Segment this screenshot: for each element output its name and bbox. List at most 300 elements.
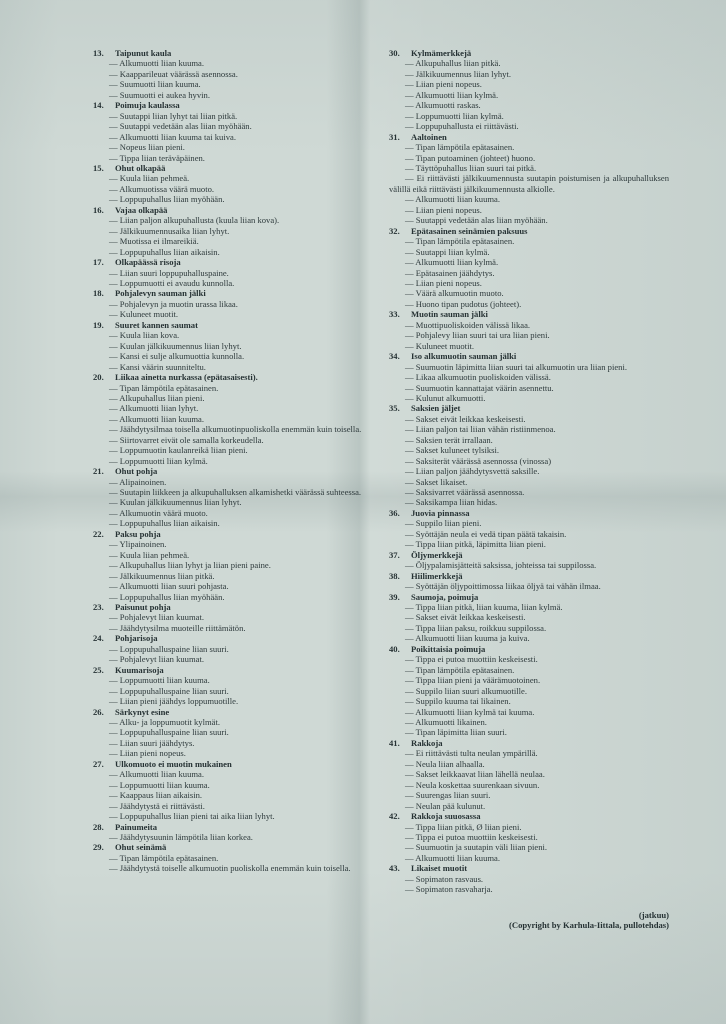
dash-mark: —	[405, 382, 414, 393]
cause-line	[389, 320, 669, 330]
cause-line	[93, 508, 375, 518]
cause-line	[389, 257, 669, 267]
cause-text: Saksiterät väärässä asennossa (vinossa)	[415, 455, 552, 466]
cause-line	[389, 780, 669, 790]
cause-line	[93, 790, 375, 800]
cause-text: Jälkikuumennus liian pitkä.	[119, 570, 215, 581]
dash-mark: —	[405, 497, 414, 508]
cause-text: Tipan lämpötila epätasainen.	[415, 664, 515, 675]
cause-text: Syöttäjän öljypoittimossa liikaa öljyä tai vähän ilmaa.	[415, 581, 601, 592]
section-number: 37.	[389, 549, 400, 560]
dash-mark: —	[405, 800, 414, 811]
cause-text: Sopimaton rasvaharja.	[415, 884, 493, 895]
cause-text: Suutapin liikkeen ja alkupuhalluksen alkamishetki väärässä suhteessa.	[119, 487, 362, 498]
dash-mark: —	[405, 58, 414, 69]
cause-text: Suppilo liian suuri alkumuotille.	[415, 685, 527, 696]
dash-mark: —	[109, 215, 118, 226]
cause-line	[93, 184, 375, 194]
cause-text: Muotissa ei ilmareikiä.	[119, 236, 199, 247]
section-title	[93, 633, 375, 643]
dash-mark: —	[109, 769, 118, 780]
section-title	[93, 759, 375, 769]
dash-mark: —	[405, 727, 414, 738]
cause-text: Pohjalevy liian suuri tai ura liian pieni.	[415, 330, 550, 341]
dash-mark: —	[405, 246, 414, 257]
dash-mark: —	[405, 162, 414, 173]
cause-text: Loppumuotin kaulanreikä liian pieni.	[119, 445, 248, 456]
defect-section	[93, 100, 375, 163]
section-title	[93, 822, 375, 832]
cause-line	[93, 801, 375, 811]
cause-text: Loppupuhallus liian myöhään.	[119, 194, 225, 205]
cause-line	[93, 153, 375, 163]
cause-text: Suppilo kuuma tai likainen.	[415, 696, 511, 707]
dash-mark: —	[405, 539, 414, 550]
cause-line	[93, 539, 375, 549]
cause-line	[389, 341, 669, 351]
section-number: 40.	[389, 643, 400, 654]
cause-line	[389, 518, 669, 528]
dash-mark: —	[405, 758, 414, 769]
dash-mark: —	[109, 455, 118, 466]
section-number: 30.	[389, 48, 400, 58]
section-number: 16.	[93, 204, 104, 215]
cause-text: Liian suuri loppupuhalluspaine.	[119, 267, 229, 278]
cause-text: Suutappi liian lyhyt tai liian pitkä.	[119, 110, 238, 121]
dash-mark: —	[109, 591, 118, 602]
cause-line	[93, 581, 375, 591]
cause-text: Loppupuhalluspaine liian suuri.	[119, 727, 229, 738]
dash-mark: —	[405, 89, 414, 100]
section-number: 20.	[93, 372, 104, 383]
cause-text: Ylipainoinen.	[119, 539, 167, 550]
cause-line	[93, 654, 375, 664]
defect-section	[389, 644, 669, 738]
cause-text: Neula liian alhaalla.	[415, 758, 485, 769]
cause-text: Liian paljon jäähdytysvettä saksille.	[415, 466, 540, 477]
dash-mark: —	[109, 424, 118, 435]
cause-line	[389, 717, 669, 727]
dash-mark: —	[405, 884, 414, 895]
section-number: 27.	[93, 758, 104, 769]
cause-line	[93, 435, 375, 445]
section-title	[389, 309, 669, 319]
dash-mark: —	[109, 654, 118, 665]
cause-line	[389, 90, 669, 100]
defect-section	[389, 132, 669, 226]
section-heading: Paksu pohja	[115, 528, 161, 539]
cause-line	[93, 592, 375, 602]
defect-section	[93, 633, 375, 664]
cause-line	[389, 445, 669, 455]
cause-line	[389, 278, 669, 288]
cause-text: Kansi väärin suunniteltu.	[119, 361, 206, 372]
dash-mark: —	[405, 79, 414, 90]
dash-mark: —	[109, 717, 118, 727]
cause-line	[389, 268, 669, 278]
cause-text: Loppumuotti liian kylmä.	[119, 455, 208, 466]
section-heading: Pohjalevyn sauman jälki	[115, 288, 206, 299]
cause-text: Siirtovarret eivät ole samalla korkeudella.	[119, 434, 264, 445]
cause-line	[93, 487, 375, 497]
section-number: 24.	[93, 633, 104, 644]
section-heading: Paisunut pohja	[115, 602, 171, 613]
defect-section	[93, 466, 375, 529]
dash-mark: —	[405, 612, 414, 623]
cause-line	[93, 477, 375, 487]
section-heading: Olkapäässä risoja	[115, 257, 181, 268]
section-heading: Kylmämerkkejä	[411, 48, 472, 58]
dash-mark: —	[405, 392, 414, 403]
cause-line	[93, 644, 375, 654]
cause-line	[93, 351, 375, 361]
section-number: 31.	[389, 131, 400, 142]
dash-mark: —	[109, 225, 118, 236]
section-heading: Liikaa ainetta nurkassa (epätasaisesti).	[115, 372, 258, 383]
section-number: 21.	[93, 466, 104, 477]
section-title	[93, 842, 375, 852]
cause-text: Tipan lämpötila epätasainen.	[119, 852, 219, 863]
dash-mark: —	[109, 277, 118, 288]
cause-line	[389, 612, 669, 622]
dash-mark: —	[405, 319, 414, 330]
cause-text: Liian pieni jäähdys loppumuotille.	[119, 696, 239, 707]
cause-line	[93, 173, 375, 183]
cause-line	[93, 362, 375, 372]
cause-line	[93, 142, 375, 152]
dash-mark: —	[109, 727, 118, 738]
cause-text: Neula koskettaa suurenkaan sivuun.	[415, 779, 540, 790]
cause-line	[93, 215, 375, 225]
defect-section	[389, 571, 669, 592]
cause-line	[93, 90, 375, 100]
dash-mark: —	[109, 413, 118, 424]
section-title	[389, 592, 669, 602]
cause-text: Tippa liian pitkä, läpimitta liian pieni.	[415, 539, 546, 550]
dash-mark: —	[109, 800, 118, 811]
dash-mark: —	[405, 790, 414, 801]
cause-text: Liian pieni nopeus.	[415, 79, 482, 90]
cause-line	[93, 194, 375, 204]
cause-line	[93, 518, 375, 528]
cause-line	[389, 884, 669, 894]
cause-text: Loppupuhalluspaine liian suuri.	[119, 643, 229, 654]
cause-text: Alkumuotti liian lyhyt.	[119, 403, 199, 414]
section-number: 43.	[389, 863, 400, 874]
dash-mark: —	[109, 298, 118, 309]
dash-mark: —	[109, 737, 118, 748]
cause-text: Jäähdytysilma muoteille riittämätön.	[119, 622, 246, 633]
cause-text: Kaapparileuat väärässä asennossa.	[119, 68, 238, 79]
section-title	[389, 863, 669, 873]
dash-mark: —	[405, 434, 414, 445]
cause-text: Alkumuotti likainen.	[415, 717, 487, 727]
section-heading: Iso alkumuotin sauman jälki	[411, 351, 517, 362]
cause-line	[93, 383, 375, 393]
cause-text: Jälkikuumennus liian lyhyt.	[415, 68, 511, 79]
dash-mark: —	[109, 831, 118, 842]
defect-section	[389, 863, 669, 894]
cause-text: Loppumuotti liian kuuma.	[119, 675, 210, 686]
cause-line	[93, 612, 375, 622]
cause-text: Alkumuotti liian suuri pohjasta.	[119, 581, 229, 592]
cause-line	[389, 153, 669, 163]
cause-text: Tippa ei putoa muottiin keskeisesti.	[415, 654, 538, 665]
dash-mark: —	[109, 351, 118, 362]
cause-text: Loppupuhallus liian aikaisin.	[119, 518, 220, 529]
cause-line	[93, 623, 375, 633]
section-heading: Ohut seinämä	[115, 842, 167, 853]
cause-text: Suumuotti ei aukea hyvin.	[119, 89, 210, 100]
dash-mark: —	[109, 330, 118, 341]
defect-section	[93, 822, 375, 843]
cause-text: Suumuotin ja suutapin väli liian pieni.	[415, 842, 548, 853]
defect-section	[93, 665, 375, 707]
cause-text: Alkumuotti raskas.	[415, 100, 481, 111]
cause-text: Alkumuotin väärä muoto.	[119, 507, 208, 518]
dash-mark: —	[109, 863, 118, 874]
cause-line	[389, 58, 669, 68]
cause-text: Likaa alkumuotin puoliskoiden välissä.	[415, 372, 551, 383]
cause-text: Liian pieni nopeus.	[119, 748, 186, 759]
cause-line	[93, 121, 375, 131]
defect-section	[389, 592, 669, 644]
cause-text: Suumuotin läpimitta liian suuri tai alkumuotin ura liian pieni.	[415, 361, 627, 372]
cause-line	[389, 69, 669, 79]
continued-note: (jatkuu)	[638, 910, 669, 920]
dash-mark: —	[405, 173, 414, 184]
dash-mark: —	[109, 581, 118, 592]
cause-text: Alipainoinen.	[119, 476, 167, 487]
cause-line	[389, 372, 669, 382]
cause-line	[389, 748, 669, 758]
dash-mark: —	[405, 769, 414, 780]
section-heading: Hiilimerkkejä	[411, 570, 463, 581]
cause-line	[389, 822, 669, 832]
section-heading: Ohut pohja	[115, 466, 158, 477]
dash-mark: —	[405, 330, 414, 341]
dash-mark: —	[405, 152, 414, 163]
section-title	[389, 811, 669, 821]
cause-text: Suumuotti liian kuuma.	[119, 79, 201, 90]
cause-text: Muottipuoliskoiden välissä likaa.	[415, 319, 531, 330]
cause-text: Saksivarret väärässä asennossa.	[415, 487, 525, 498]
cause-text: Huono tipan pudotus (johteet).	[415, 298, 522, 309]
cause-text: Alkumuotissa väärä muoto.	[119, 183, 215, 194]
defect-section	[389, 351, 669, 403]
cause-text: Alkupuhallus liian lyhyt ja liian pieni paine.	[119, 560, 271, 571]
section-heading: Rakkoja	[411, 737, 443, 748]
cause-line	[389, 383, 669, 393]
cause-text: Loppupuhallusta ei riittävästi.	[415, 121, 519, 132]
section-heading: Aaltoinen	[411, 131, 447, 142]
cause-line	[93, 853, 375, 863]
dash-mark: —	[109, 748, 118, 759]
cause-line	[389, 194, 669, 204]
section-number: 15.	[93, 162, 104, 173]
cause-text: Suppilo liian pieni.	[415, 518, 482, 529]
cause-line	[93, 445, 375, 455]
section-heading: Öljymerkkejä	[411, 549, 463, 560]
cause-text: Sakset eivät leikkaa keskeisesti.	[415, 612, 526, 623]
cause-line	[389, 362, 669, 372]
cause-text: Neulan pää kulunut.	[415, 800, 486, 811]
cause-text: Tippa liian paksu, roikkuu suppilossa.	[415, 622, 547, 633]
dash-mark: —	[405, 518, 414, 529]
section-title	[93, 48, 375, 58]
cause-line	[389, 769, 669, 779]
cause-text: Ei riittävästi tulta neulan ympärillä.	[415, 748, 538, 759]
defect-section	[93, 602, 375, 633]
dash-mark: —	[109, 685, 118, 696]
cause-line	[389, 759, 669, 769]
section-title	[389, 351, 669, 361]
dash-mark: —	[405, 455, 414, 466]
section-heading: Vajaa olkapää	[115, 204, 168, 215]
cause-text: Suumuotin kannattajat väärin asennettu.	[415, 382, 554, 393]
cause-text: Sakset leikkaavat liian lähellä neulaa.	[415, 769, 545, 780]
dash-mark: —	[109, 570, 118, 581]
dash-mark: —	[109, 560, 118, 571]
defect-section	[93, 48, 375, 100]
section-heading: Suuret kannen saumat	[115, 319, 198, 330]
cause-line	[93, 769, 375, 779]
dash-mark: —	[405, 121, 414, 132]
cause-line	[389, 529, 669, 539]
defect-section	[93, 288, 375, 319]
dash-mark: —	[405, 100, 414, 111]
cause-line	[389, 654, 669, 664]
cause-text: Liian pieni nopeus.	[415, 204, 482, 215]
dash-mark: —	[109, 382, 118, 393]
dash-mark: —	[405, 560, 414, 571]
section-heading: Taipunut kaula	[115, 48, 172, 58]
cause-line	[93, 111, 375, 121]
cause-line	[389, 330, 669, 340]
cause-text: Pohjalevyt liian kuumat.	[119, 612, 205, 623]
dash-mark: —	[405, 413, 414, 424]
cause-text: Väärä alkumuotin muoto.	[415, 288, 504, 299]
dash-mark: —	[109, 675, 118, 686]
dash-mark: —	[109, 58, 118, 69]
cause-line	[93, 268, 375, 278]
cause-text: Suutappi vedetään alas liian myöhään.	[415, 215, 548, 226]
cause-text: Loppupuhallus liian pieni tai aika liian lyhyt.	[119, 811, 275, 822]
dash-mark: —	[405, 873, 414, 884]
cause-text: Alkumuotti liian kuuma.	[119, 413, 205, 424]
cause-text: Alkumuotti liian kuuma.	[119, 769, 205, 780]
defect-section	[389, 738, 669, 811]
defect-section	[389, 811, 669, 863]
cause-line	[93, 79, 375, 89]
dash-mark: —	[109, 549, 118, 560]
dash-mark: —	[405, 194, 414, 205]
cause-text: Kansi ei sulje alkumuottia kunnolla.	[119, 351, 245, 362]
cause-text: Kuluneet muotit.	[119, 309, 178, 320]
cause-line	[389, 100, 669, 110]
dash-mark: —	[405, 110, 414, 121]
section-number: 33.	[389, 309, 400, 320]
cause-text: Jäähdytysilmaa toisella alkumuotinpuoliskolla enemmän kuin toisella.	[119, 424, 362, 435]
dash-mark: —	[109, 194, 118, 205]
section-number: 26.	[93, 706, 104, 717]
cause-line	[93, 309, 375, 319]
cause-line	[389, 832, 669, 842]
defect-section	[93, 372, 375, 466]
cause-line	[93, 58, 375, 68]
section-title	[93, 257, 375, 267]
section-number: 14.	[93, 100, 104, 111]
dash-mark: —	[109, 89, 118, 100]
cause-line	[93, 330, 375, 340]
dash-mark: —	[405, 361, 414, 372]
dash-mark: —	[405, 717, 414, 727]
cause-line	[93, 341, 375, 351]
cause-line	[389, 215, 669, 225]
cause-line	[389, 686, 669, 696]
section-number: 41.	[389, 737, 400, 748]
cause-line	[93, 403, 375, 413]
cause-text: Jäähdytysuunin lämpötila liian korkea.	[119, 831, 253, 842]
section-number: 42.	[389, 811, 400, 822]
section-number: 13.	[93, 48, 104, 58]
dash-mark: —	[109, 68, 118, 79]
dash-mark: —	[109, 476, 118, 487]
section-title	[389, 508, 669, 518]
cause-text: Loppumuotti liian kuuma.	[119, 779, 210, 790]
section-title	[389, 644, 669, 654]
cause-text: Tipan lämpötila epätasainen.	[415, 236, 515, 247]
cause-line	[93, 811, 375, 821]
cause-line	[389, 497, 669, 507]
dash-mark: —	[405, 842, 414, 853]
cause-text: Alkumuotti liian kuuma ja kuiva.	[415, 633, 530, 644]
section-number: 17.	[93, 257, 104, 268]
defect-section	[389, 309, 669, 351]
cause-text: Sopimaton rasvaus.	[415, 873, 484, 884]
dash-mark: —	[405, 204, 414, 215]
cause-line	[93, 69, 375, 79]
cause-text: Saksien terät irrallaan.	[415, 434, 493, 445]
dash-mark: —	[109, 612, 118, 623]
dash-mark: —	[109, 811, 118, 822]
cause-line	[389, 696, 669, 706]
cause-text: Jäähdytystä toiselle alkumuotin puoliskolla enemmän kuin toisella.	[119, 863, 351, 874]
cause-text: Alkumuotti liian kylmä.	[415, 257, 499, 268]
cause-text: Alkupuhallus liian pieni.	[119, 392, 205, 403]
cause-line	[93, 497, 375, 507]
left-column	[93, 48, 375, 874]
right-column	[389, 48, 669, 895]
cause-line	[389, 79, 669, 89]
dash-mark: —	[405, 267, 414, 278]
cause-line	[389, 853, 669, 863]
cause-line	[93, 132, 375, 142]
dash-mark: —	[405, 466, 414, 477]
defect-section	[389, 550, 669, 571]
cause-line	[389, 121, 669, 131]
defect-section	[389, 48, 669, 132]
dash-mark: —	[109, 779, 118, 790]
dash-mark: —	[109, 361, 118, 372]
section-title	[93, 466, 375, 476]
cause-text: Kuula liian kova.	[119, 330, 180, 341]
cause-text: Tipan lämpötila epätasainen.	[415, 142, 515, 153]
cause-line	[93, 550, 375, 560]
cause-text: Kuulan jälkikuumennus liian lyhyt.	[119, 340, 242, 351]
section-title	[389, 403, 669, 413]
section-title	[93, 320, 375, 330]
